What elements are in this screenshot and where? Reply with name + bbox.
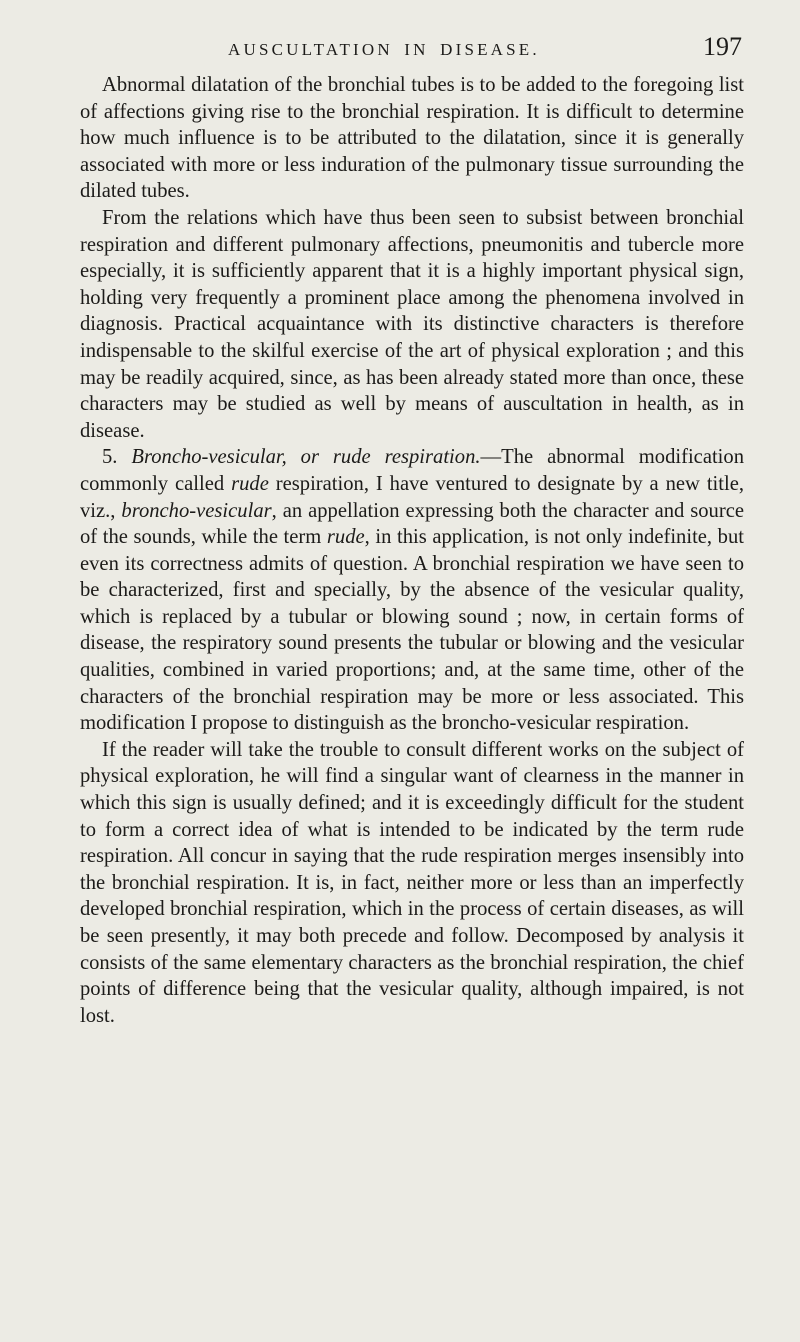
running-head: AUSCULTATION IN DISEASE.: [228, 40, 540, 59]
text-run: —The abnormal modification commonly called: [80, 446, 744, 495]
text-run: , an appellation expressing both the character and source of the sounds, while the term: [80, 499, 744, 549]
text-run: , in this application, is not only indefinite, but even its correctness admits of question. A bronchial respiration we have seen to be characterized, first and specially, by the absence of the vesicular quality, which is replaced by a tubular or blowing sound ; now, in certain forms of disease, the respiratory sound presents the tubular or blowing and the vesicular qualities, combined in varied proportions; and, at the same time, other of the characters of the bronchial respiration may be more or less associated. This modification I propose to distinguish as the broncho-vesicular respiration.: [80, 526, 744, 735]
paragraph-relations: From the relations which have thus been seen to subsist between bronchial respiration and different pulmonary affections, pneumonitis and tubercle more especially, it is sufficiently apparent that it is a highly important physical sign, holding very frequently a prominent place among the phenomena involved in diagnosis. Practical acquaintance with its distinctive characters is therefore indispensable to the skilful exercise of the art of physical exploration ; and this may be readily acquired, since, as has been already stated more than once, these characters may be studied as well by means of auscultation in health, as in disease.: [80, 206, 744, 442]
paragraph-broncho-vesicular: [80, 444, 744, 737]
italic-term: broncho-vesicular: [121, 499, 272, 522]
paragraph-reader: If the reader will take the trouble to consult different works on the subject of physical exploration, he will find a singular want of clearness in the manner in which this sign is usually defined; and it is exceedingly difficult for the student to form a correct idea of what is intended to be indicated by the term rude respiration. All concur in saying that the rude respiration merges insensibly into the bronchial respiration. It is, in fact, neither more or less than an imperfectly developed bronchial respiration, which in the process of certain diseases, as will be seen presently, it may both precede and follow. Decomposed by analysis it consists of the same elementary characters as the bronchial respiration, the chief points of difference being that the vesicular quality, although impaired, is not lost.: [80, 738, 744, 1027]
italic-term: rude: [326, 526, 365, 549]
paragraph-dilatation: Abnormal dilatation of the bronchial tubes is to be added to the foregoing list of affections giving rise to the bronchial respiration. It is difficult to determine how much influence is to be attributed to the dilatation, since it is generally associated with more or less induration of the pulmonary tissue surrounding the dilated tubes.: [80, 74, 744, 203]
section-number: 5.: [102, 446, 118, 469]
text-run: respiration, I have ventured to designate by a new title, viz.,: [80, 472, 744, 522]
italic-term: rude: [231, 472, 269, 495]
page-header: [80, 30, 744, 72]
body-text: [80, 72, 744, 1029]
section-heading: Broncho-vesicular, or rude respiration.: [131, 446, 481, 469]
page-number: 197: [703, 32, 742, 61]
